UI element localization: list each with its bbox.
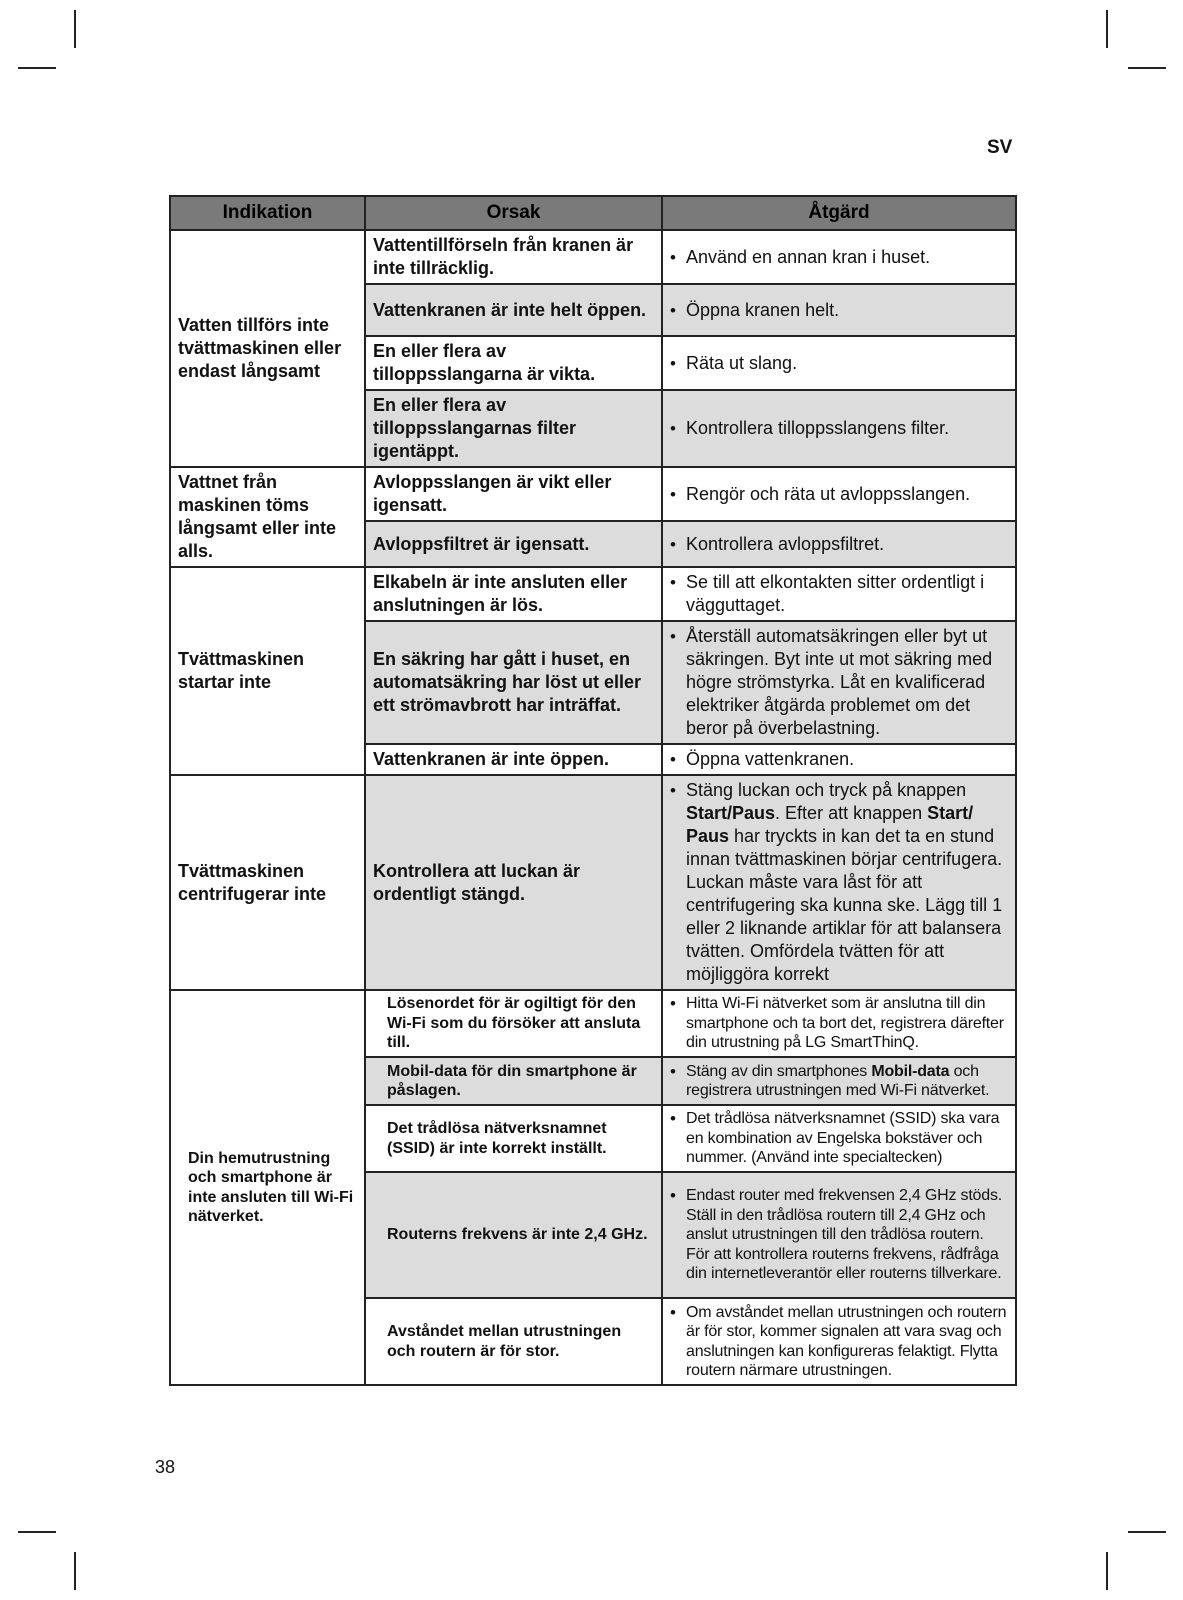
button-name-start-paus: Start/Paus <box>686 803 776 823</box>
action-cell: • Öppna vattenkranen. <box>662 744 1016 775</box>
action-cell: • Kontrollera tilloppsslangens filter. <box>662 390 1016 467</box>
cause-cell: Vattenkranen är inte öppen. <box>365 744 662 775</box>
cause-cell: Kontrollera att luckan är ordentligt stängd. <box>365 775 662 990</box>
action-cell: • Öppna kranen helt. <box>662 284 1016 336</box>
action-cell: • Hitta Wi-Fi nätverket som är anslutna till din smartphone och ta bort det, registrera därefter din utrustning på LG SmartThinQ. <box>662 990 1016 1057</box>
cause-cell: Lösenordet för är ogiltigt för den Wi-Fi som du försöker att ansluta till. <box>365 990 662 1057</box>
table-row <box>170 467 1016 521</box>
cause-cell: En eller flera av tilloppsslangarnas filter igentäppt. <box>365 390 662 467</box>
crop-mark <box>18 1531 56 1533</box>
action-text: Öppna kranen helt. <box>686 299 840 320</box>
table-header-row <box>170 196 1016 230</box>
troubleshooting-table <box>169 195 1017 1386</box>
indication-cell: Din hemutrustning och smartphone är inte ansluten till Wi-Fi nätverket. <box>170 990 365 1385</box>
action-cell: • Återställ automatsäkringen eller byt ut säkringen. Byt inte ut mot säkring med högre strömstyrka. Låt en kvalificerad elektriker åtgärda problemet om det beror på överbelastning. <box>662 621 1016 744</box>
table-row <box>170 990 1016 1057</box>
action-text: Använd en annan kran i huset. <box>686 246 931 267</box>
action-text-part: och registrera utrustningen med Wi-Fi nätverket. <box>686 1062 990 1099</box>
indication-cell: Tvättmaskinen startar inte <box>170 567 365 775</box>
action-cell: • Räta ut slang. <box>662 336 1016 390</box>
page-number: 38 <box>155 1457 176 1477</box>
table-row <box>170 230 1016 284</box>
action-text: Hitta Wi-Fi nätverket som är anslutna till din smartphone och ta bort det, registrera därefter din utrustning på LG SmartThinQ. <box>686 995 1004 1052</box>
crop-mark <box>1106 10 1108 48</box>
action-text: Räta ut slang. <box>686 352 798 373</box>
action-text: Se till att elkontakten sitter ordentligt i vägguttaget. <box>686 572 985 615</box>
cause-cell: Elkabeln är inte ansluten eller anslutningen är lös. <box>365 567 662 621</box>
action-cell: • Se till att elkontakten sitter ordentligt i vägguttaget. <box>662 567 1016 621</box>
cause-cell: En säkring har gått i huset, en automatsäkring har löst ut eller ett strömavbrott har inträffat. <box>365 621 662 744</box>
action-text: Kontrollera tilloppsslangens filter. <box>686 418 950 438</box>
action-text-part: har tryckts in kan det ta en stund innan tvättmaskinen börjar centrifugera. Luckan måste vara låst för att centrifugering ska kunna ske. Lägg till 1 eller 2 liknande artiklar för att balansera tvätten. Omfördela tvätten för att möjliggöra korrekt <box>686 826 1003 984</box>
action-text-part: Stäng av din smartphones <box>686 1062 872 1080</box>
indication-cell: Tvättmaskinen centrifugerar inte <box>170 775 365 990</box>
setting-name-mobil-data: Mobil-data <box>871 1062 950 1080</box>
action-cell: • Om avståndet mellan utrustningen och routern är för stor, kommer signalen att vara svag och anslutningen kan konfigureras felaktigt. Flytta routern närmare utrustningen. <box>662 1298 1016 1385</box>
cause-cell: Avloppsslangen är vikt eller igensatt. <box>365 467 662 521</box>
column-header-cause: Orsak <box>365 196 662 230</box>
action-text: Endast router med frekvensen 2,4 GHz stöds. Ställ in den trådlösa routern till 2,4 GHz och anslut utrustningen till den trådlösa routern. För att kontrollera routerns frekvens, rådfråga din internetleverantör eller routerns tillverkare. <box>686 1187 1003 1283</box>
column-header-indication: Indikation <box>170 196 365 230</box>
action-text: Om avståndet mellan utrustningen och routern är för stor, kommer signalen att vara svag och anslutningen kan konfigureras felaktigt. Flytta routern närmare utrustningen. <box>686 1303 1007 1379</box>
action-cell: • Stäng luckan och tryck på knappen Start/Paus. Efter att knappen Start/ Paus har tryckts in kan det ta en stund innan tvättmaskinen börjar centrifugera. Luckan måste vara låst för att centrifugering ska kunna ske. Lägg till 1 eller 2 liknande artiklar för att balansera tvätten. Omfördela tvätten för att möjliggöra korrekt <box>662 775 1016 990</box>
table-row <box>170 567 1016 621</box>
indication-cell: Vattnet från maskinen töms långsamt eller inte alls. <box>170 467 365 567</box>
cause-cell: Mobil-data för din smartphone är påslagen. <box>365 1057 662 1105</box>
crop-mark <box>74 1552 76 1590</box>
action-cell: • Stäng av din smartphones Mobil-data och registrera utrustningen med Wi-Fi nätverket. <box>662 1057 1016 1105</box>
action-text-part: Stäng luckan och tryck på knappen <box>686 780 967 800</box>
table-row <box>170 775 1016 990</box>
action-text-part: . Efter att knappen <box>775 803 928 823</box>
language-code: SV <box>987 137 1013 158</box>
action-text: Kontrollera avloppsfiltret. <box>686 533 885 554</box>
action-cell: • Det trådlösa nätverksnamnet (SSID) ska vara en kombination av Engelska bokstäver och nummer. (Använd inte specialtecken) <box>662 1105 1016 1172</box>
crop-mark <box>18 67 56 69</box>
cause-cell: Routerns frekvens är inte 2,4 GHz. <box>365 1172 662 1298</box>
cause-cell: Avståndet mellan utrustningen och routern är för stor. <box>365 1298 662 1385</box>
indication-cell: Vatten tillförs inte tvättmaskinen eller endast långsamt <box>170 230 365 467</box>
cause-cell: Vattentillförseln från kranen är inte tillräcklig. <box>365 230 662 284</box>
action-text: Rengör och räta ut avloppsslangen. <box>686 483 971 504</box>
crop-mark <box>1128 67 1166 69</box>
action-cell: • Använd en annan kran i huset. <box>662 230 1016 284</box>
action-text <box>686 1062 1007 1101</box>
cause-cell: Vattenkranen är inte helt öppen. <box>365 284 662 336</box>
action-cell: • Kontrollera avloppsfiltret. <box>662 521 1016 567</box>
cause-cell: En eller flera av tilloppsslangarna är vikta. <box>365 336 662 390</box>
column-header-action: Åtgärd <box>662 196 1016 230</box>
action-cell: • Endast router med frekvensen 2,4 GHz stöds. Ställ in den trådlösa routern till 2,4 GHz och anslut utrustningen till den trådlösa routern. För att kontrollera routerns frekvens, rådfråga din internetleverantör eller routerns tillverkare. <box>662 1172 1016 1298</box>
action-text: Öppna vattenkranen. <box>686 749 855 769</box>
crop-mark <box>1128 1531 1166 1533</box>
crop-mark <box>74 10 76 48</box>
crop-mark <box>1106 1552 1108 1590</box>
action-text <box>686 779 1007 986</box>
button-name-start-paus: Start/ Paus <box>686 803 974 846</box>
action-cell: • Rengör och räta ut avloppsslangen. <box>662 467 1016 521</box>
cause-cell: Det trådlösa nätverksnamnet (SSID) är inte korrekt inställt. <box>365 1105 662 1172</box>
action-text: Det trådlösa nätverksnamnet (SSID) ska vara en kombination av Engelska bokstäver och nummer. (Använd inte specialtecken) <box>686 1110 1000 1167</box>
cause-cell: Avloppsfiltret är igensatt. <box>365 521 662 567</box>
action-text: Återställ automatsäkringen eller byt ut säkringen. Byt inte ut mot säkring med högre strömstyrka. Låt en kvalificerad elektriker åtgärda problemet om det beror på överbelastning. <box>686 626 993 738</box>
